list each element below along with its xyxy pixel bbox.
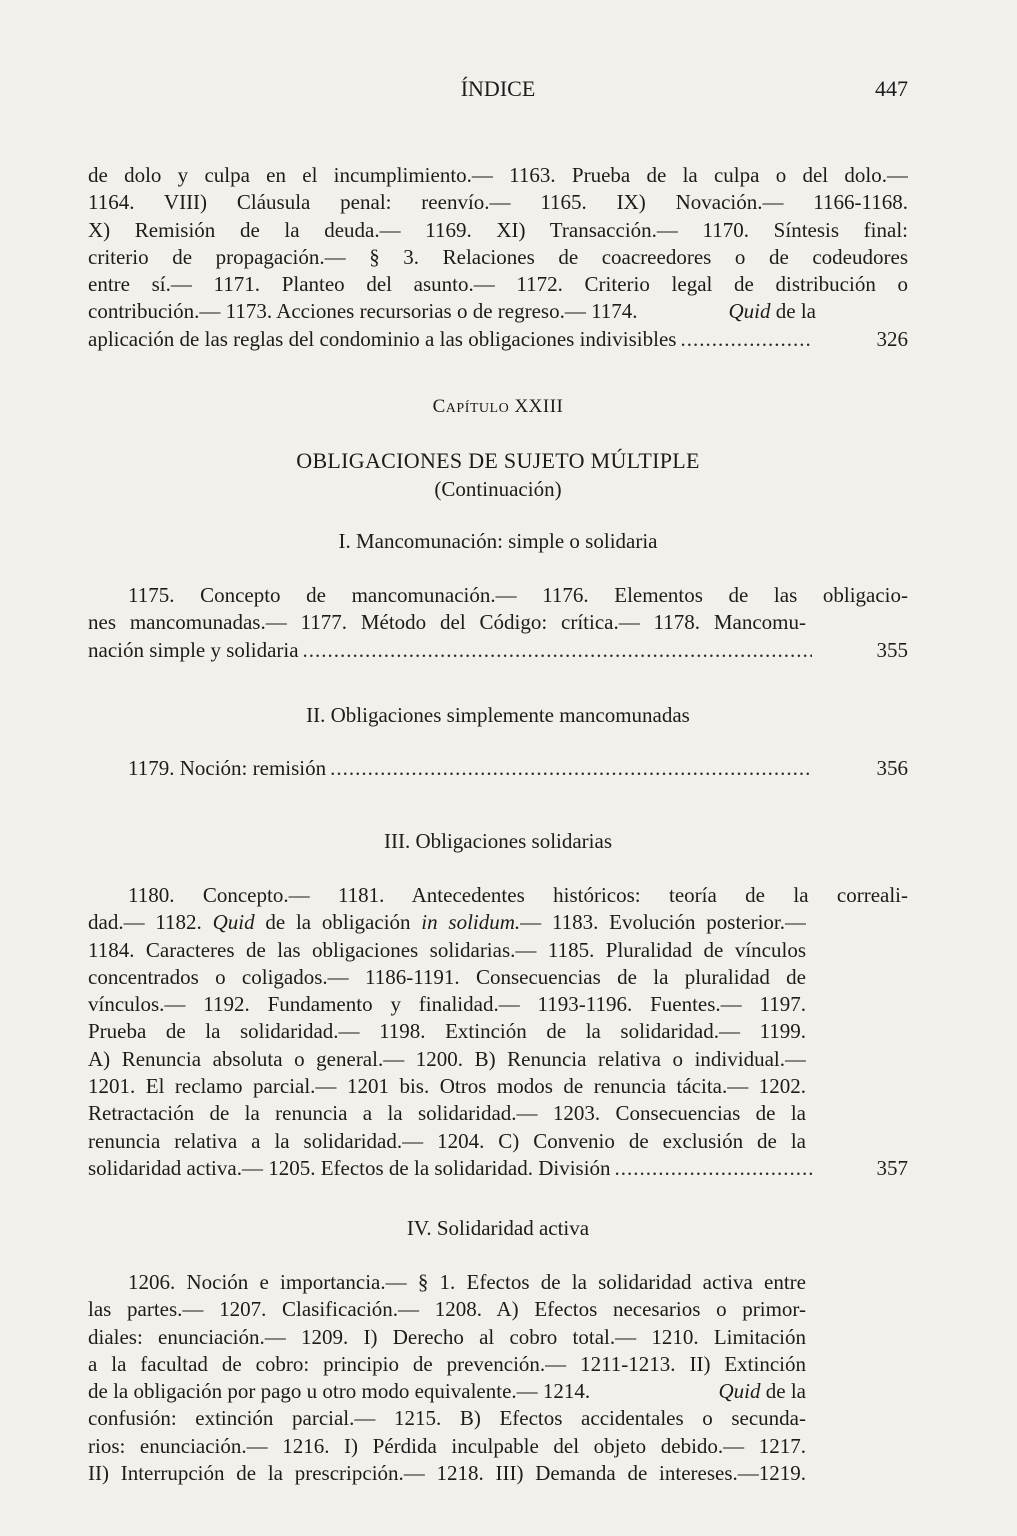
running-head-title: ÍNDICE (460, 76, 536, 101)
entry-line: 1164. VIII) Cláusula penal: reenvío.— 1165. IX) Novación.— 1166-1168. (88, 190, 908, 215)
entry-page-number: 357 (876, 1155, 908, 1180)
leader-dots (615, 1155, 812, 1182)
entry-line-text: de la obligación por pago u otro modo equivalente.— 1214. (88, 1379, 591, 1404)
entry-line: criterio de propagación.— § 3. Relaciones de coacreedores o de codeudores (88, 244, 908, 269)
entry-line-text: 1179. Noción: remisión (128, 756, 327, 780)
entry-line: 1206. Noción e importancia.— § 1. Efectos de la solidaridad activa entre (128, 1270, 806, 1294)
section-heading: II. Obligaciones simplemente mancomunadas (306, 703, 690, 727)
index-entry (88, 1269, 908, 1487)
entry-line-italic: Quid (212, 910, 255, 935)
chapter-label-initial: C (432, 396, 446, 417)
section-heading: I. Mancomunación: simple o solidaria (338, 529, 658, 553)
index-entry (88, 582, 908, 664)
entry-line: 1180. Concepto.— 1181. Antecedentes históricos: teoría de la correali- (128, 883, 908, 907)
index-entry (88, 882, 908, 1182)
entry-line: Retractación de la renuncia a la solidaridad.— 1203. Consecuencias de la (88, 1101, 806, 1126)
entry-line: vínculos.— 1192. Fundamento y finalidad.— 1193-1196. Fuentes.— 1197. (88, 992, 806, 1017)
entry-line-italic: Quid (728, 299, 771, 324)
entry-line: concentrados o coligados.— 1186-1191. Consecuencias de la pluralidad de (88, 964, 806, 989)
entry-page-number: 355 (876, 637, 908, 662)
entry-line-text: aplicación de las reglas del condominio a las obligaciones indivisibles (88, 326, 677, 351)
entry-last-line (88, 1155, 908, 1182)
page-number: 447 (875, 76, 908, 101)
section-heading: IV. Solidaridad activa (406, 1216, 590, 1240)
entry-line: de dolo y culpa en el incumplimiento.— 1163. Prueba de la culpa o del dolo.— (88, 163, 908, 187)
entry-line (88, 298, 816, 325)
entry-line: nes mancomunadas.— 1177. Método del Código: crítica.— 1178. Mancomu- (88, 610, 806, 635)
entry-line-text: de la obligación (254, 910, 422, 935)
leader-dots (680, 326, 812, 353)
entry-last-line (88, 326, 908, 353)
leader-dots (330, 755, 812, 782)
entry-line: X) Remisión de la deuda.— 1169. XI) Transacción.— 1170. Síntesis final: (88, 217, 908, 242)
chapter-subtitle: (Continuación) (434, 477, 562, 501)
entry-line: rios: enunciación.— 1216. I) Pérdida inculpable del objeto debido.— 1217. (88, 1433, 806, 1458)
entry-line: 1184. Caracteres de las obligaciones solidarias.— 1185. Pluralidad de vínculos (88, 937, 806, 962)
index-entry-continued (88, 162, 908, 353)
entry-line-text: nación simple y solidaria (88, 637, 299, 662)
section-heading: III. Obligaciones solidarias (383, 829, 613, 853)
chapter-label-rest: APÍTULO (445, 401, 510, 416)
entry-page-number: 326 (876, 326, 908, 351)
entry-line: confusión: extinción parcial.— 1215. B) Efectos accidentales o secunda- (88, 1406, 806, 1431)
entry-line-text: de la (775, 299, 816, 324)
entry-line-italic: in solidum. (421, 910, 521, 935)
entry-line: entre sí.— 1171. Planteo del asunto.— 1172. Criterio legal de distribución o (88, 272, 908, 297)
entry-line: A) Renuncia absoluta o general.— 1200. B) Renuncia relativa o individual.— (88, 1046, 806, 1071)
entry-line: II) Interrupción de la prescripción.— 1218. III) Demanda de intereses.—1219. (88, 1461, 806, 1486)
entry-line: renuncia relativa a la solidaridad.— 1204. C) Convenio de exclusión de la (88, 1128, 806, 1153)
leader-dots (303, 637, 812, 664)
entry-page-number: 356 (876, 756, 908, 780)
entry-line (88, 1378, 806, 1405)
entry-line-text: solidaridad activa.— 1205. Efectos de la solidaridad. División (88, 1155, 611, 1180)
entry-line-text: contribución.— 1173. Acciones recursorias o de regreso.— 1174. (88, 299, 638, 324)
index-entry (88, 755, 908, 782)
entry-line (88, 909, 806, 936)
entry-line-text: — 1183. Evolución posterior.— (520, 910, 806, 935)
entry-line-text: de la (765, 1379, 806, 1404)
chapter-title: OBLIGACIONES DE SUJETO MÚLTIPLE (296, 448, 700, 473)
entry-line-text: dad.— 1182. (88, 910, 213, 935)
entry-line: diales: enunciación.— 1209. I) Derecho al cobro total.— 1210. Limitación (88, 1324, 806, 1349)
chapter-label (88, 396, 908, 418)
entry-line: 1175. Concepto de mancomunación.— 1176. Elementos de las obligacio- (128, 583, 908, 607)
entry-line: 1201. El reclamo parcial.— 1201 bis. Otros modos de renuncia tácita.— 1202. (88, 1074, 806, 1099)
entry-last-line (88, 755, 908, 782)
chapter-number: XXIII (514, 396, 564, 417)
entry-last-line (88, 637, 908, 664)
entry-line: las partes.— 1207. Clasificación.— 1208. A) Efectos necesarios o primor- (88, 1297, 806, 1322)
running-head (88, 76, 908, 106)
entry-line-italic: Quid (718, 1379, 761, 1404)
entry-line: Prueba de la solidaridad.— 1198. Extinción de la solidaridad.— 1199. (88, 1019, 806, 1044)
entry-line: a la facultad de cobro: principio de prevención.— 1211-1213. II) Extinción (88, 1351, 806, 1376)
